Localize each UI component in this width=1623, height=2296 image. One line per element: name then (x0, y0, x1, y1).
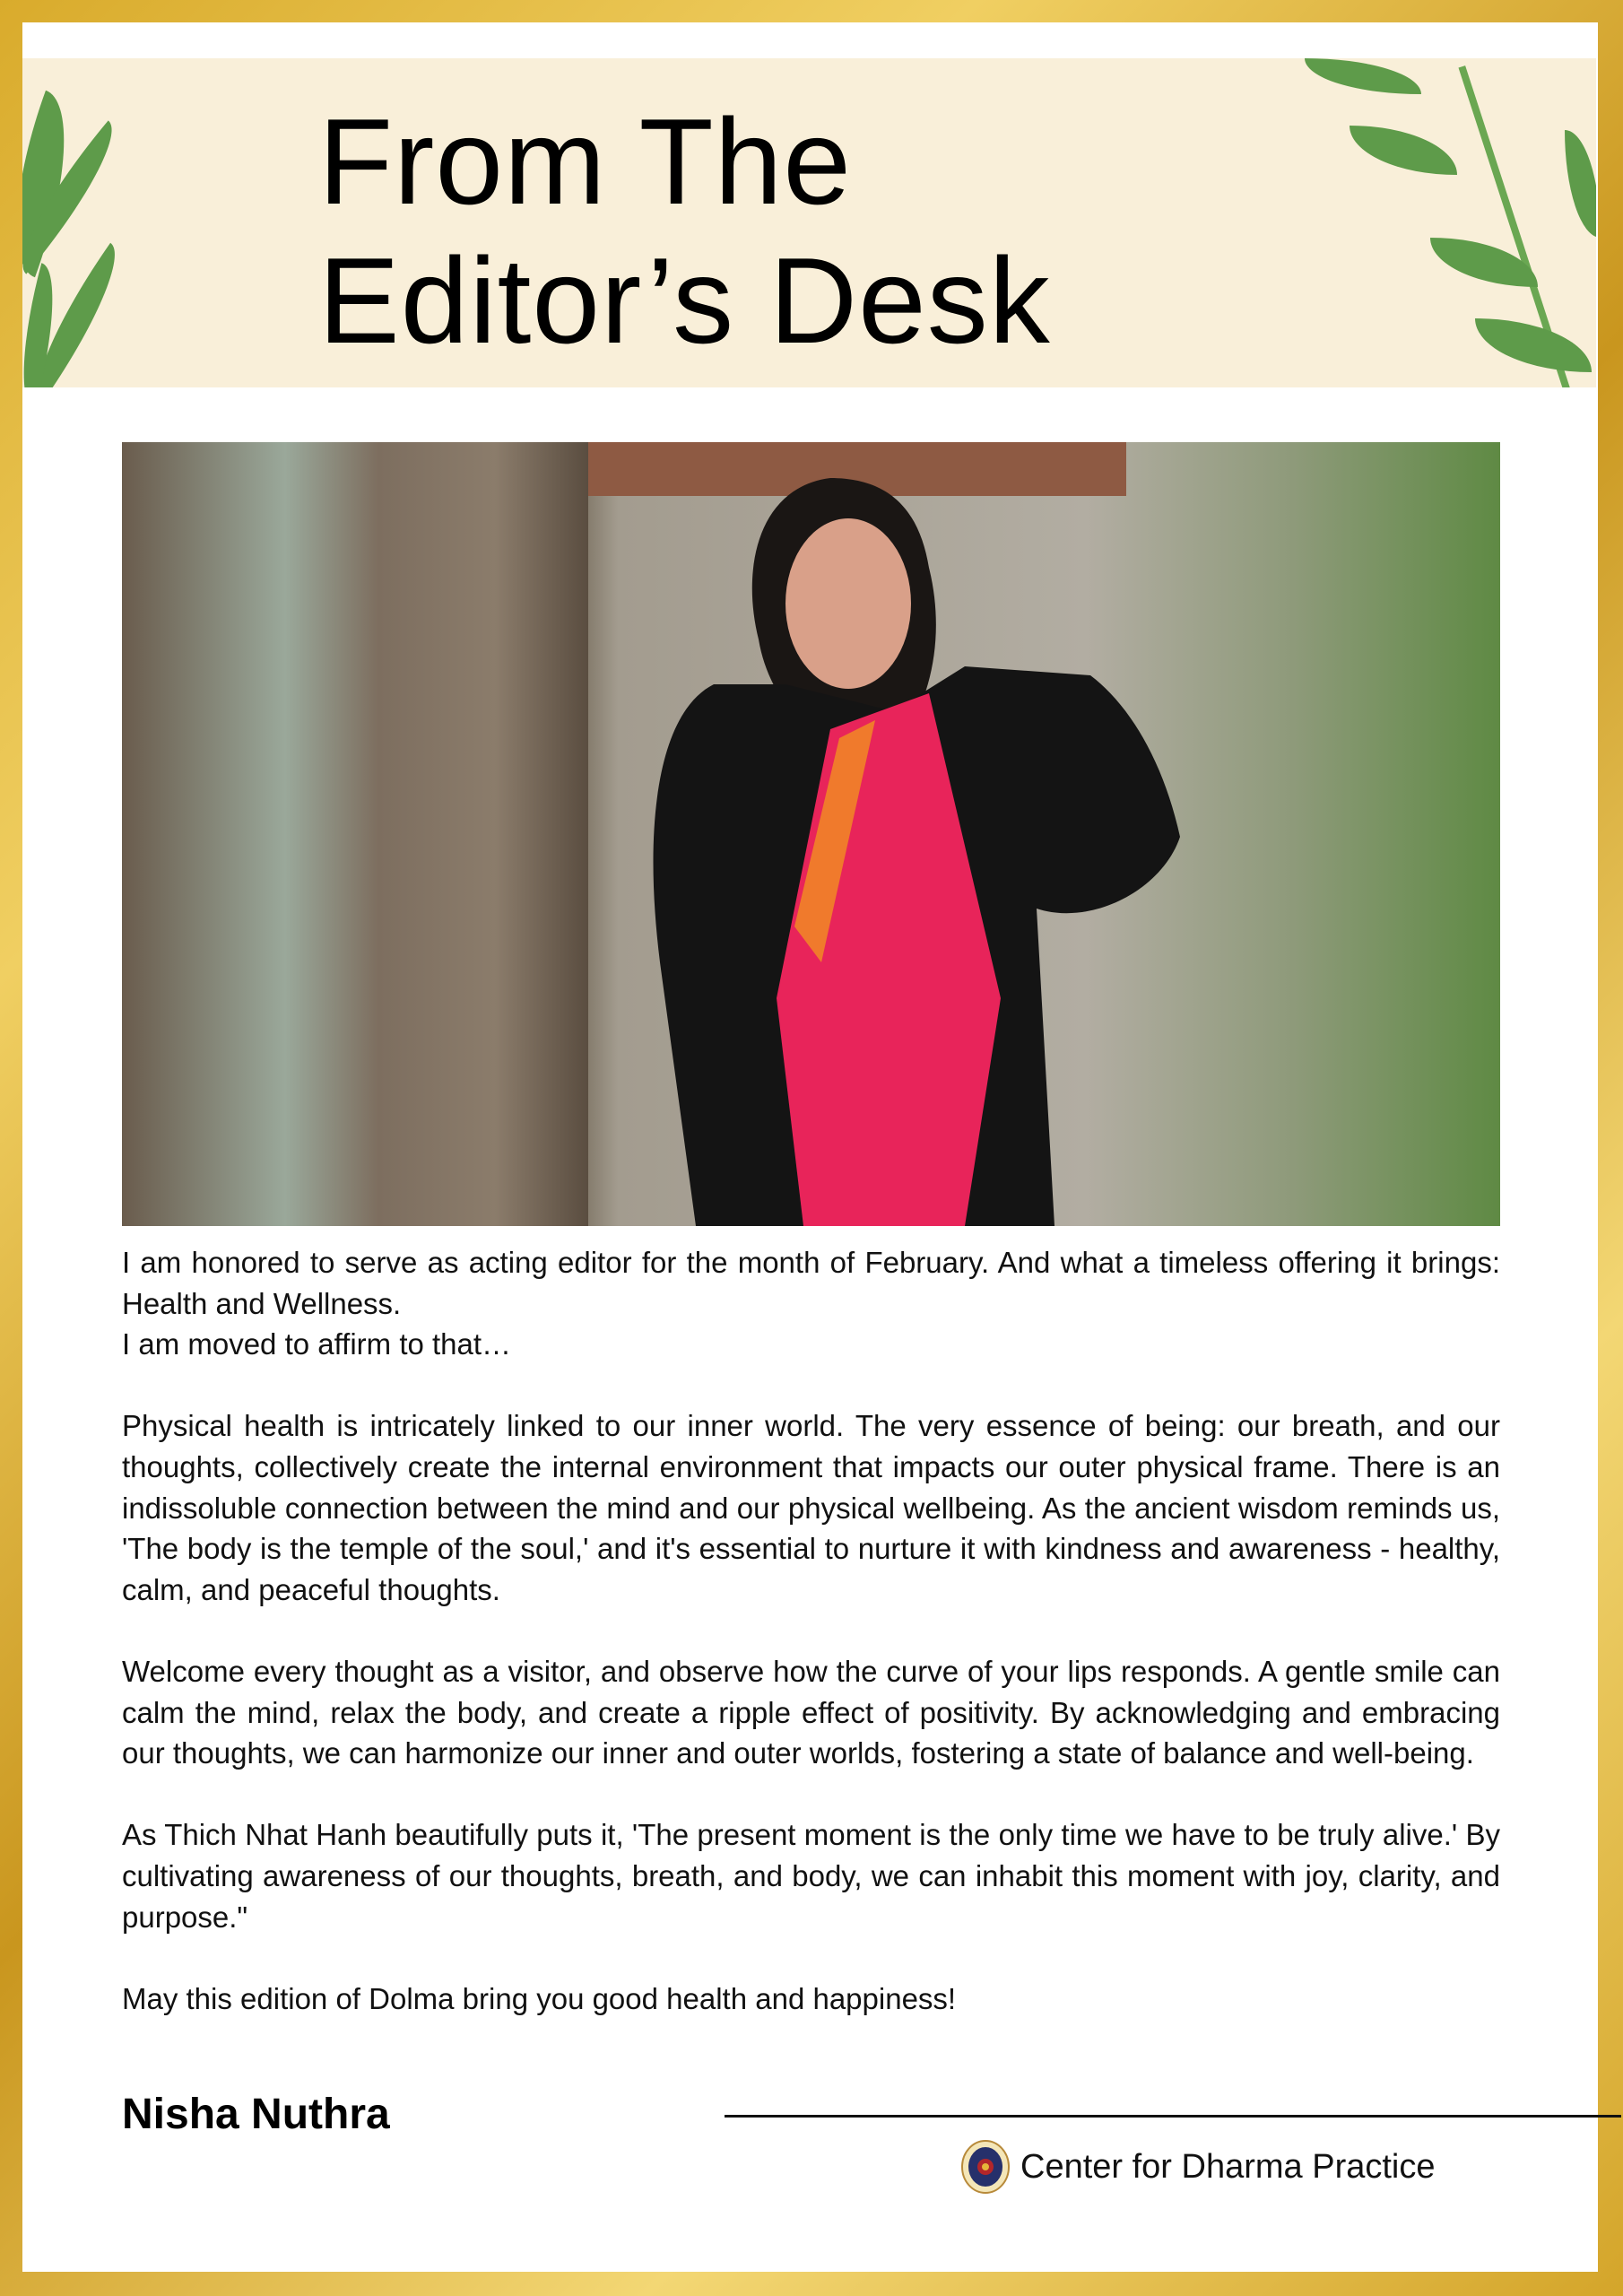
paragraph: May this edition of Dolma bring you good health and happiness! (122, 1981, 957, 2015)
paragraph: Welcome every thought as a visitor, and observe how the curve of your lips responds. A gentle smile can calm the mind, relax the body, and create a ripple effect of positivity. By acknowledging and embracing our thoughts, we can harmonize our inner and outer worlds, fostering a state of balance and well-being. (122, 1654, 1500, 1770)
paragraph: I am honored to serve as acting editor for the month of February. And what a timeless offering it brings: Health and Wellness. (122, 1246, 1500, 1320)
paragraph: I am moved to affirm to that… (122, 1327, 512, 1361)
title-line-2: Editor’s Desk (318, 232, 1051, 369)
page (22, 22, 1598, 2272)
person-silhouette-icon (624, 460, 1270, 1226)
leaf-decoration-icon (1565, 130, 1596, 238)
dharma-emblem-icon (959, 2139, 1011, 2195)
organization-name: Center for Dharma Practice (1020, 2147, 1436, 2186)
leaf-decoration-icon (1350, 126, 1457, 175)
organization-credit (959, 2139, 1436, 2195)
tree-trunk (122, 442, 588, 1226)
footer-divider (725, 2115, 1621, 2118)
title-line-1: From The (318, 93, 852, 230)
leaf-decoration-icon (1305, 58, 1421, 94)
editor-portrait-photo (122, 442, 1500, 1226)
article-body (122, 1242, 1500, 2060)
paragraph: As Thich Nhat Hanh beautifully puts it, 'The present moment is the only time we have to be truly alive.' By cultivating awareness of our thoughts, breath, and body, we can inhabit this moment with joy, clarity, and purpose." (122, 1818, 1500, 1934)
leaf-decoration-icon (1475, 318, 1592, 372)
editor-signature: Nisha Nuthra (122, 2091, 390, 2138)
page-title (318, 92, 1051, 370)
paragraph: Physical health is intricately linked to our inner world. The very essence of being: our breath, and our thoughts, collectively create the internal environment that impacts our outer physical frame. There is an indissoluble connection between the mind and our physical wellbeing. As the ancient wisdom reminds us, 'The body is the temple of the soul,' and it's essential to nurture it with kindness and awareness - healthy, calm, and peaceful thoughts. (122, 1409, 1500, 1606)
header-banner (22, 58, 1596, 387)
